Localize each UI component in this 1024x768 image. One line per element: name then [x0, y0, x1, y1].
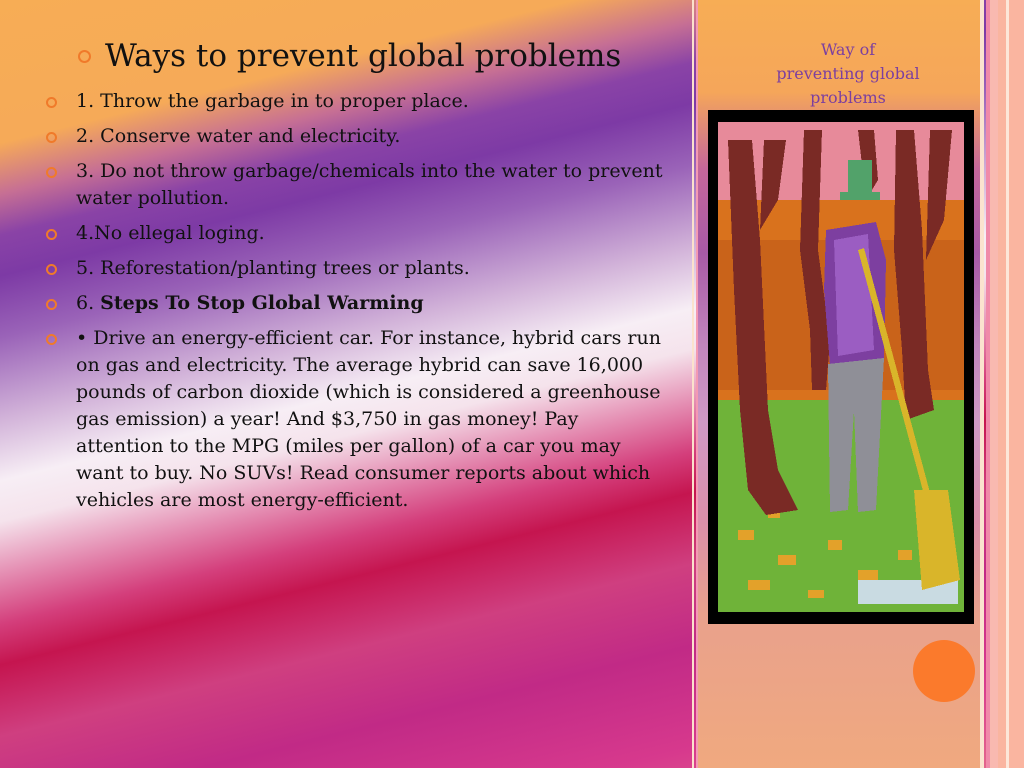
- bullet-ring-icon: [46, 132, 57, 143]
- list-item: [46, 158, 666, 212]
- bullet-list: [46, 88, 666, 522]
- list-item-text: 1. Throw the garbage in to proper place.: [76, 90, 469, 112]
- list-item: [46, 325, 666, 514]
- bullet-ring-icon: [46, 299, 57, 310]
- bullet-ring-icon: [46, 167, 57, 178]
- bullet-ring-icon: [78, 50, 91, 63]
- list-item-text: • Drive an energy-efficient car. For instance, hybrid cars run on gas and electricity. The average hybrid can save 16,000 pounds of carbon dioxide (which is considered a greenhouse gas emission) a year! And $3,750 in gas money! Pay attention to the MPG (miles per gallon) of a car you may want to buy. No SUVs! Read consumer reports about which vehicles are most energy-efficient.: [76, 327, 661, 511]
- divider-stripe: [692, 0, 694, 768]
- list-item: [46, 88, 666, 115]
- slide-title-text: Ways to prevent global problems: [105, 38, 622, 74]
- list-item-text: 2. Conserve water and electricity.: [76, 125, 401, 147]
- bullet-ring-icon: [46, 97, 57, 108]
- list-item: [46, 220, 666, 247]
- list-item-text: 5. Reforestation/planting trees or plants.: [76, 257, 470, 279]
- list-item-text: 3. Do not throw garbage/chemicals into the water to prevent water pollution.: [76, 160, 663, 209]
- divider-stripe: [696, 0, 698, 768]
- list-item: [46, 123, 666, 150]
- list-item-bold-text: Steps To Stop Global Warming: [100, 292, 424, 314]
- person-raking-leaves-icon: [708, 110, 974, 624]
- list-item-text: 4.No ellegal loging.: [76, 222, 265, 244]
- slide-title: [78, 38, 621, 74]
- picture-frame: [708, 110, 974, 624]
- list-item: [46, 290, 666, 317]
- edge-stripe: [980, 0, 984, 768]
- list-item-text: 6.: [76, 292, 101, 314]
- bullet-ring-icon: [46, 264, 57, 275]
- side-caption: Way of preventing global problems: [776, 40, 920, 107]
- list-item: [46, 255, 666, 282]
- bullet-ring-icon: [46, 334, 57, 345]
- edge-stripe: [1006, 0, 1009, 768]
- edge-stripe: [990, 0, 998, 768]
- bullet-ring-icon: [46, 229, 57, 240]
- edge-stripe: [998, 0, 1024, 768]
- decorative-dot: [913, 640, 975, 702]
